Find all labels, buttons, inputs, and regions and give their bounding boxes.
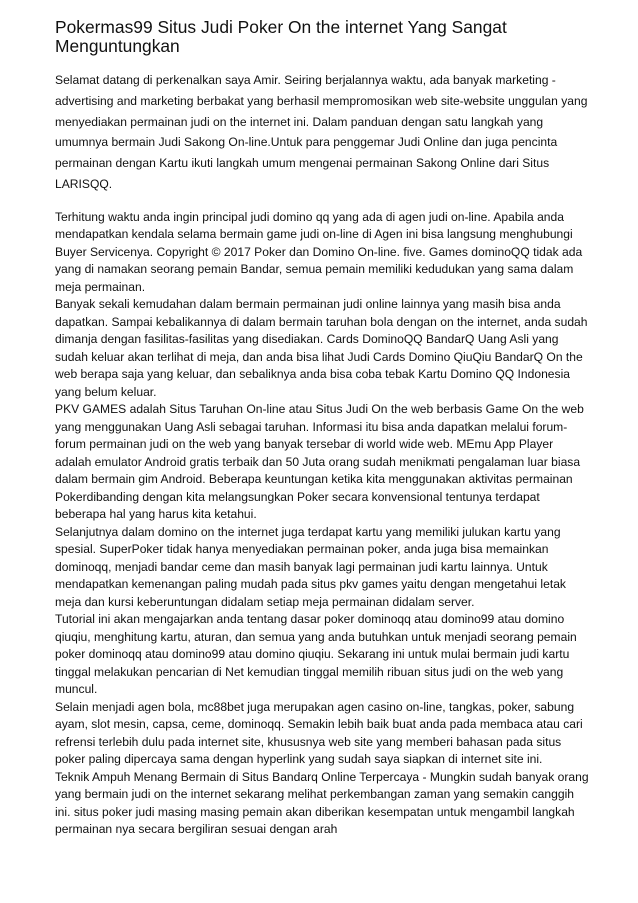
body-paragraph: Selain menjadi agen bola, mc88bet juga merupakan agen casino on-line, tangkas, poker, sabung ayam, slot mesin, capsa, ceme, dominoqq. Semakin lebih baik buat anda pada membaca atau cari refrensi terlebih dulu pada internet site, khususnya web site yang memberi bahasan pada situs poker paling dipercaya sama dengan hyperlink yang sudah saya siapkan di internet site ini.: [55, 699, 583, 767]
body-paragraph: Teknik Ampuh Menang Bermain di Situs Bandarq Online Terpercaya - Mungkin sudah banyak orang yang bermain judi on the internet sekarang melihat perkembangan zaman yang semakin canggih ini. situs poker judi masing masing pemain akan diberikan kesempatan untuk mengambil langkah permainan nya secara bergiliran sesuai dengan arah: [55, 769, 589, 837]
body-paragraph: Tutorial ini akan mengajarkan anda tentang dasar poker dominoqq atau domino99 atau domino qiuqiu, menghitung kartu, aturan, dan semua yang anda butuhkan untuk menjadi seorang pemain poker dominoqq atau domino99 atau domino qiuqiu. Sekarang ini untuk mulai bermain judi kartu tinggal melakukan pencarian di Net kemudian tinggal memilih ribuan situs judi on the web yang muncul.: [55, 612, 577, 697]
body-paragraph: PKV GAMES adalah Situs Taruhan On-line atau Situs Judi On the web berbasis Game On the web yang menggunakan Uang Asli sebagai taruhan. Informasi itu bisa anda dapatkan melalui forum-forum permainan judi on the web yang banyak tersebar di world wide web. MEmu App Player adalah emulator Android gratis terbaik dan 50 Juta orang sudah menikmati pengalaman luar biasa dalam bermain gim Android. Beberapa keuntungan ketika kita menggunakan aktivitas permainan Pokerdibanding dengan kita melangsungkan Poker secara konvensional tentunya terdapat beberapa hal yang harus kita ketahui.: [55, 402, 584, 522]
intro-paragraph: Selamat datang di perkenalkan saya Amir. Seiring berjalannya waktu, ada banyak marketing - advertising and marketing berbakat yang berhasil mempromosikan web site-website unggulan yang menyediakan permainan judi on the internet ini. Dalam panduan dengan satu langkah yang umumnya bermain Judi Sakong On-line.Untuk para penggemar Judi Online dan juga pencinta permainan dengan Kartu ikuti langkah umum mengenai permainan Sakong Online dari Situs LARISQQ.: [55, 73, 588, 191]
body-paragraph: Selanjutnya dalam domino on the internet juga terdapat kartu yang memiliki julukan kartu yang spesial. SuperPoker tidak hanya menyediakan permainan poker, anda juga bisa memainkan dominoqq, menjadi bandar ceme dan masih banyak lagi permainan judi kartu lainnya. Untuk mendapatkan kemenangan paling mudah pada situs pkv games yaitu dengan mengetahui letak meja dan kursi keberuntungan didalam setiap meja permainan didalam server.: [55, 524, 566, 609]
document-title: Pokermas99 Situs Judi Poker On the internet Yang Sangat Menguntungkan: [55, 17, 507, 56]
body-paragraph: Banyak sekali kemudahan dalam bermain permainan judi online lainnya yang masih bisa anda dapatkan. Sampai kebalikannya di dalam bermain taruhan bola dengan on the internet, anda sudah dimanja dengan fasilitas-fasilitas yang disediakan. Cards DominoQQ BandarQ Uang Asli yang sudah keluar akan terlihat di meja, dan anda bisa lihat Judi Cards Domino QiuQiu BandarQ On the web berapa saja yang keluar, dan sebaliknya anda bisa coba tebak Kartu Domino QQ Indonesia yang belum keluar.: [55, 297, 588, 399]
body-paragraph: Terhitung waktu anda ingin principal judi domino qq yang ada di agen judi on-line. Apabila anda mendapatkan kendala selama bermain game judi on-line di Agen ini bisa langsung menghubungi Buyer Servicenya. Copyright © 2017 Poker dan Domino On-line. five. Games dominoQQ tidak ada yang di namakan seorang pemain Bandar, semua pemain memiliki kedudukan yang sama dalam meja permainan.: [55, 209, 583, 294]
document-page: [55, 18, 589, 839]
